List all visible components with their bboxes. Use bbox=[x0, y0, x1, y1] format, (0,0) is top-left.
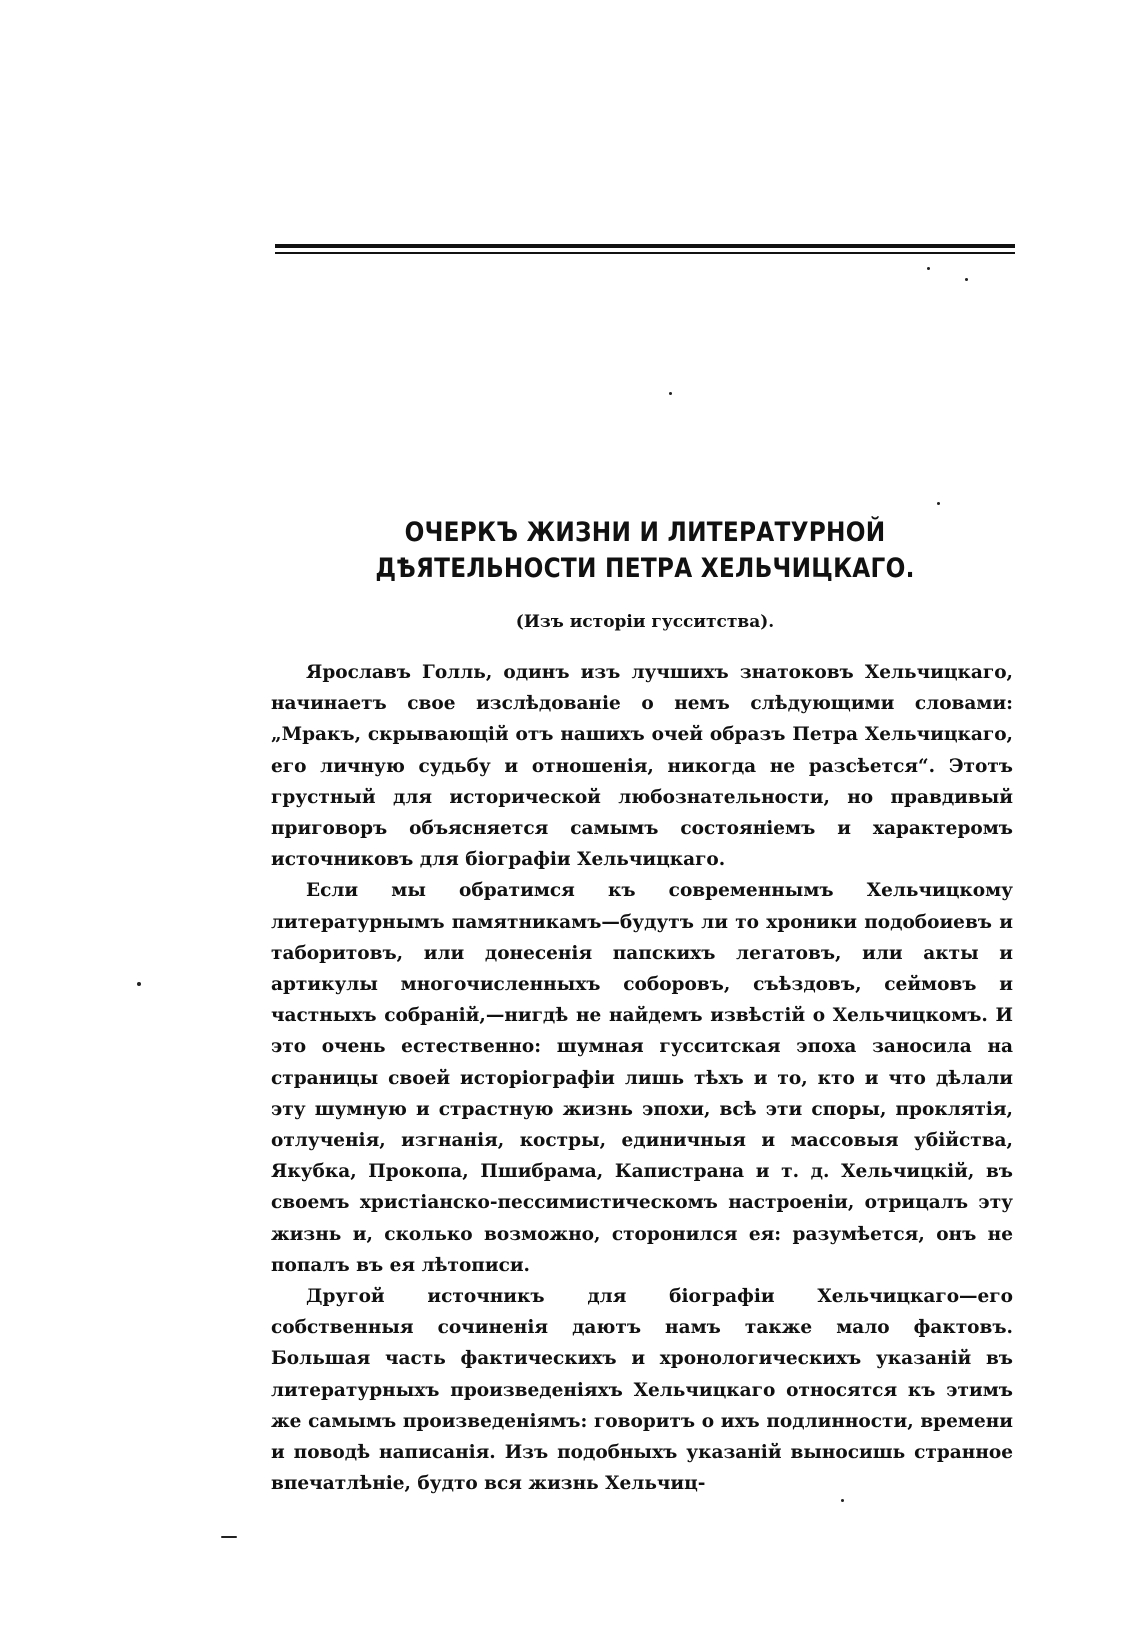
article-subtitle: (Изъ исторіи гусситства). bbox=[515, 612, 775, 632]
article-title: ОЧЕРКЪ ЖИЗНИ И ЛИТЕРАТУРНОЙ ДѢЯТЕЛЬНОСТИ ПЕТРА ХЕЛЬЧИЦКАГО. bbox=[375, 517, 915, 584]
header-rule-thin bbox=[275, 252, 1015, 254]
paragraph: Другой источникъ для біографіи Хельчицкаго—его собственныя сочиненія даютъ намъ также мало фактовъ. Большая часть фактическихъ и хронологическихъ указаній въ литературныхъ произведеніяхъ Хельчицкаго относятся къ этимъ же самымъ произведеніямъ: говоритъ о ихъ подлинности, времени и поводѣ написанія. Изъ подобныхъ указаній выносишь странное впечатлѣніе, будто вся жизнь Хельчиц- bbox=[271, 1286, 1013, 1495]
article-body bbox=[271, 657, 1013, 1499]
scan-speck bbox=[137, 982, 141, 986]
scan-speck bbox=[937, 502, 940, 505]
paragraph: Если мы обратимся къ современнымъ Хельчицкому литературнымъ памятникамъ—будутъ ли то хроники подобоиевъ и таборитовъ, или донесенія папскихъ легатовъ, или акты и артикулы многочисленныхъ соборовъ, съѣздовъ, сеймовъ и частныхъ собраній,—нигдѣ не найдемъ извѣстій о Хельчицкомъ. И это очень естественно: шумная гусситская эпоха заносила на страницы своей исторіографіи лишь тѣхъ и то, кто и что дѣлали эту шумную и страстную жизнь эпохи, всѣ эти споры, проклятія, отлученія, изгнанія, костры, единичныя и массовыя убійства, Якубка, Прокопа, Пшибрама, Капистрана и т. д. Хельчицкій, въ своемъ христіанско-пессимистическомъ настроеніи, отрицалъ эту жизнь и, сколько возможно, сторонился ея: разумѣется, онъ не попалъ въ ея лѣтописи. bbox=[271, 880, 1013, 1276]
scan-speck bbox=[927, 267, 930, 270]
scan-speck bbox=[841, 1499, 844, 1502]
scan-speck bbox=[965, 278, 968, 281]
paragraph: Ярославъ Голль, одинъ изъ лучшихъ знатоковъ Хельчицкаго, начинаетъ свое изслѣдованіе о немъ слѣдующими словами: „Мракъ, скрывающій отъ нашихъ очей образъ Петра Хельчицкаго, его личную судьбу и отношенія, никогда не разсѣется“. Этотъ грустный для исторической любознательности, но правдивый приговоръ объясняется самымъ состояніемъ и характеромъ источниковъ для біографіи Хельчицкаго. bbox=[271, 662, 1013, 871]
scan-speck bbox=[221, 1536, 237, 1538]
header-rule-thick bbox=[275, 244, 1015, 248]
scan-speck bbox=[669, 392, 672, 395]
